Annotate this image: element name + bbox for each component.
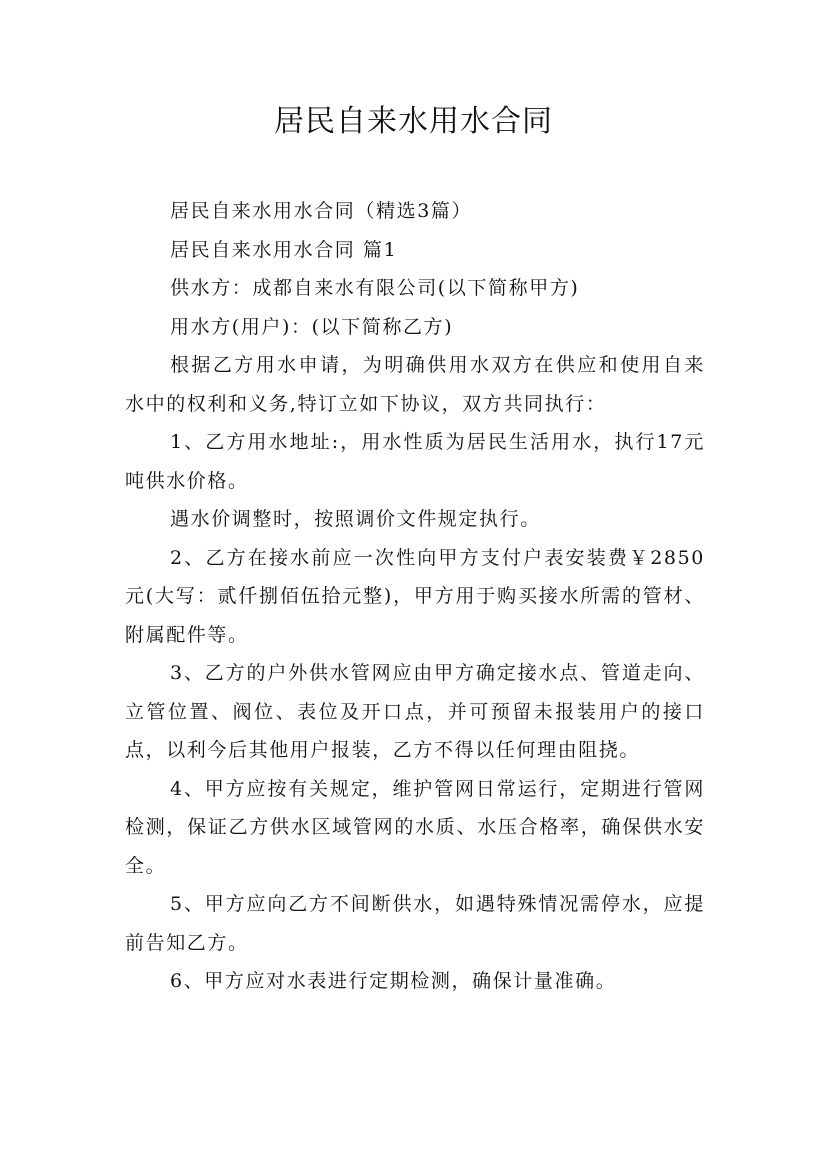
paragraph-preamble: 根据乙方用水申请，为明确供用水双方在供应和使用自来水中的权利和义务,特订立如下协议，双方共同执行： (125, 354, 705, 415)
paragraph-clause-6: 6、甲方应对水表进行定期检测，确保计量准确。 (170, 970, 617, 992)
paragraph-clause-1: 1、乙方用水地址:，用水性质为居民生活用水，执行17元吨供水价格。 (125, 431, 705, 492)
paragraph-price-adjustment: 遇水价调整时，按照调价文件规定执行。 (170, 508, 541, 530)
paragraph-clause-2: 2、乙方在接水前应一次性向甲方支付户表安装费￥2850元(大写：贰仟捌佰伍拾元整)，甲方用于购买接水所需的管材、附属配件等。 (125, 546, 705, 646)
document-body (125, 192, 705, 1001)
paragraph-subtitle: 居民自来水用水合同（精选3篇） (170, 200, 473, 222)
paragraph-clause-4: 4、甲方应按有关规定，维护管网日常运行，定期进行管网检测，保证乙方供水区域管网的水质、水压合格率，确保供水安全。 (125, 777, 705, 877)
paragraph-section-heading: 居民自来水用水合同 篇1 (170, 238, 398, 261)
paragraph-clause-5: 5、甲方应向乙方不间断供水，如遇特殊情况需停水，应提前告知乙方。 (125, 893, 705, 954)
paragraph-supplier: 供水方：成都自来水有限公司(以下简称甲方) (170, 277, 580, 299)
paragraph-user: 用水方(用户)：(以下简称乙方) (170, 315, 454, 338)
document-title: 居民自来水用水合同 (274, 104, 553, 139)
paragraph-clause-3: 3、乙方的户外供水管网应由甲方确定接水点、管道走向、立管位置、阀位、表位及开口点，并可预留未报装用户的接口点，以利今后其他用户报装，乙方不得以任何理由阻挠。 (125, 662, 705, 761)
